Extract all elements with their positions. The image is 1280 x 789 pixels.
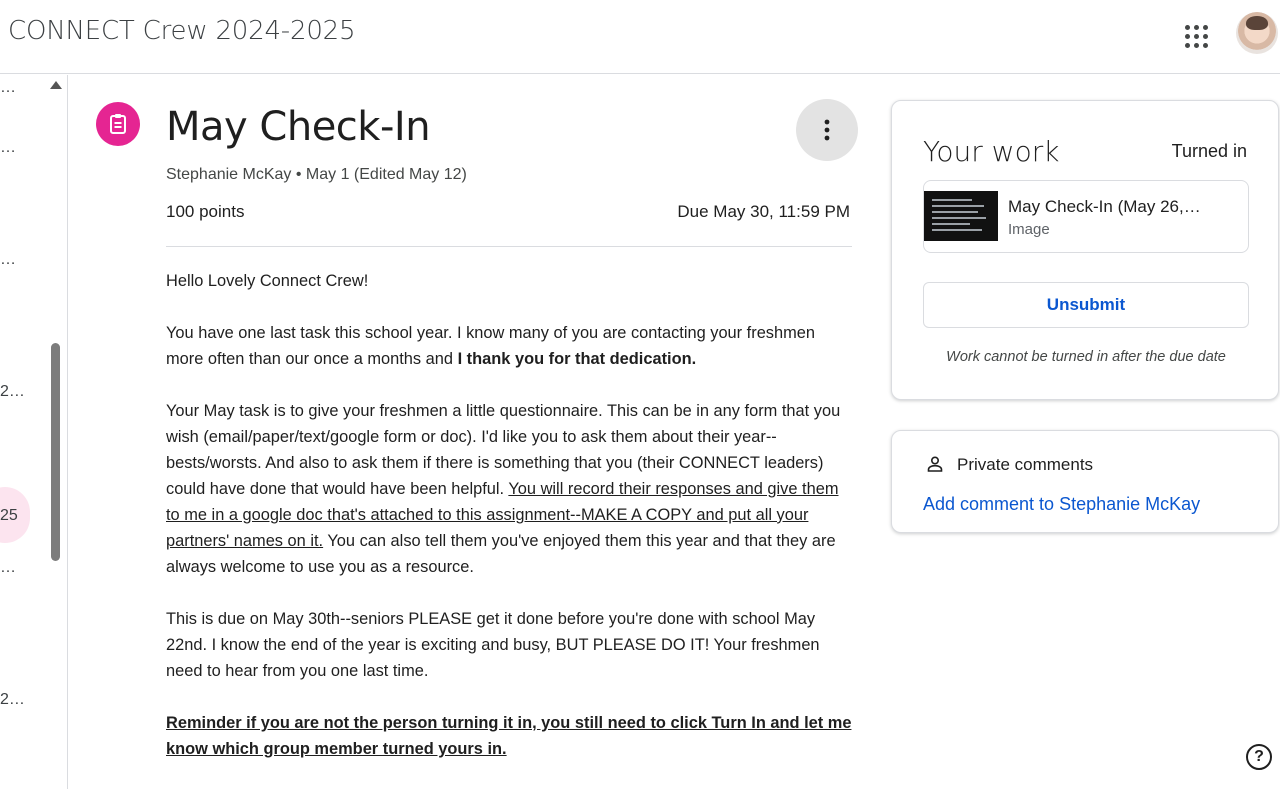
assignment-icon [96, 102, 140, 146]
rail-item[interactable]: … [0, 559, 16, 576]
divider [166, 246, 852, 247]
rail-item[interactable]: 2… [0, 691, 25, 708]
paragraph-text: You have one last task this school year. I know many of you are contacting your freshmen more often than our once a months and [166, 324, 816, 368]
private-comments-card [891, 430, 1279, 533]
left-rail [0, 75, 68, 789]
scroll-up-arrow-icon[interactable] [50, 81, 62, 89]
person-icon [926, 455, 944, 473]
your-work-card [891, 100, 1279, 400]
private-comments-label: Private comments [957, 455, 1094, 474]
assignment-title: May Check-In [166, 104, 431, 150]
rail-item[interactable]: … [0, 251, 16, 268]
instructions-paragraph [166, 398, 856, 580]
attachment-type: Image [1008, 221, 1050, 238]
rail-item[interactable]: 2… [0, 383, 25, 400]
paragraph-bold-text: I thank you for that dedication. [457, 350, 697, 368]
reminder-text: Reminder if you are not the person turning it in, you still need to click Turn In and let me know which group member turned yours in. [166, 714, 852, 758]
attachment-item[interactable] [923, 180, 1249, 253]
help-icon[interactable]: ? [1246, 744, 1272, 770]
paragraph-underlined-text: You will record their responses and give them to me in a google doc that's attached to this assignment--MAKE A COPY and put all your partners' names on it. [166, 480, 839, 550]
rail-item[interactable]: … [0, 139, 16, 156]
attachment-name[interactable]: May Check-In (May 26,… [1008, 197, 1201, 216]
instructions-paragraph [166, 320, 856, 372]
top-bar [0, 0, 1280, 74]
rail-item[interactable]: 25 [0, 507, 18, 524]
your-work-title: Your work [923, 135, 1060, 168]
add-private-comment-link[interactable]: Add comment to Stephanie McKay [923, 494, 1201, 514]
unsubmit-button[interactable]: Unsubmit [923, 282, 1249, 328]
rail-item[interactable]: … [0, 79, 16, 96]
user-avatar[interactable] [1236, 12, 1278, 54]
instructions-paragraph: This is due on May 30th--seniors PLEASE get it done before you're done with school May 22nd. I know the end of the year is exciting and busy, BUT PLEASE DO IT! Your freshmen need to hear from you one last time. [166, 610, 820, 680]
late-work-note: Work cannot be turned in after the due date [946, 349, 1226, 365]
turned-in-status: Turned in [1171, 141, 1247, 161]
more-options-icon[interactable] [796, 99, 858, 161]
assignment-points: 100 points [166, 202, 245, 221]
assignment-instructions [166, 268, 856, 788]
paragraph-text: Your May task is to give your freshmen a little questionnaire. This can be in any form that you wish (email/paper/text/google form or doc). I'd like you to ask them about their year--bests/worsts. And also to ask them if there is something that you (their CONNECT leaders) could have done that would have been helpful. [166, 402, 841, 498]
paragraph-text: You can also tell them you've enjoyed them this year and that they are always welcome to use you as a resource. [166, 532, 836, 576]
greeting-text: Hello Lovely Connect Crew! [166, 272, 369, 290]
attachment-thumbnail [924, 191, 998, 241]
assignment-due-date: Due May 30, 11:59 PM [677, 202, 850, 221]
course-title[interactable]: CONNECT Crew 2024-2025 [8, 16, 356, 46]
scrollbar-thumb[interactable] [51, 343, 60, 561]
google-apps-icon[interactable] [1178, 18, 1214, 54]
assignment-meta: Stephanie McKay • May 1 (Edited May 12) [166, 166, 467, 183]
